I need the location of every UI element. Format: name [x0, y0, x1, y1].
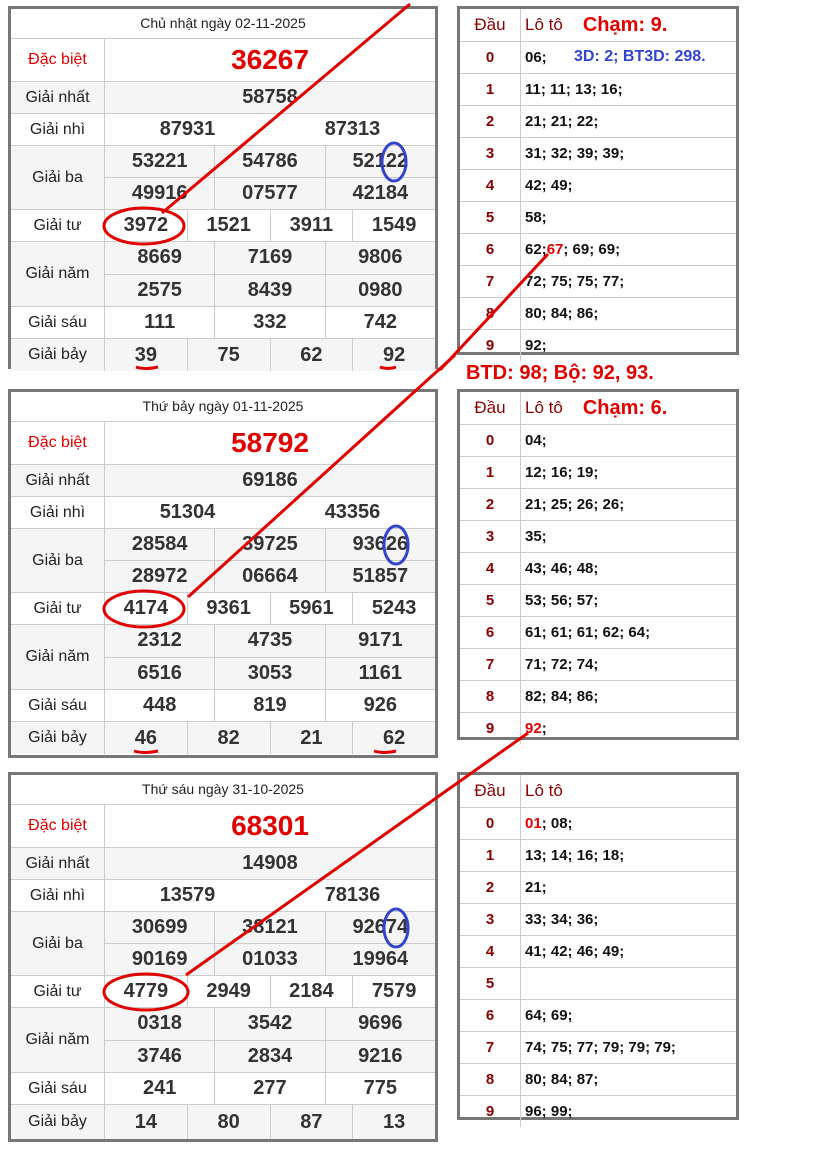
prize-number: 51857: [325, 561, 435, 592]
prize-row-first: [11, 465, 435, 497]
prize-number: 7579: [352, 976, 435, 1007]
prize-number: 30699: [131, 916, 188, 938]
loto-head: 1: [460, 74, 521, 105]
loto-head: 3: [460, 904, 521, 935]
loto-post: 42; 49;: [525, 177, 573, 194]
prize-label: Đặc biệt: [11, 805, 105, 847]
loto-row: [460, 74, 736, 106]
prize-number: 0980: [325, 275, 435, 307]
loto-row: [460, 585, 736, 617]
loto-head-header: Đầu: [460, 392, 521, 424]
prize-number: 4174: [123, 597, 169, 619]
prize-row-seventh: [11, 722, 435, 754]
loto-post: ; 69; 69;: [563, 241, 621, 258]
prize-row-fourth: [11, 593, 435, 625]
prize-number: 3053: [214, 658, 324, 690]
prize-label: Giải tư: [11, 210, 105, 241]
loto-row: [460, 330, 736, 361]
prize-row-sixth: [11, 1073, 435, 1105]
loto-head: 6: [460, 234, 521, 265]
prize-number: 21: [270, 722, 353, 754]
loto-head: 5: [460, 202, 521, 233]
prize-row-third: [11, 529, 435, 593]
prize-number: 19964: [325, 944, 435, 975]
draw-date: Chủ nhật ngày 02-11-2025: [11, 9, 435, 39]
loto-table-3: [457, 772, 739, 1120]
loto-row: [460, 1096, 736, 1127]
loto-row: [460, 106, 736, 138]
prize-label: Giải nhất: [11, 82, 105, 113]
prize-row-special: [11, 39, 435, 82]
loto-row: [460, 298, 736, 330]
loto-post: 33; 34; 36;: [525, 911, 599, 928]
prize-number: 13579: [159, 884, 216, 906]
loto-pre: 62;: [525, 241, 547, 258]
loto-head: 1: [460, 840, 521, 871]
loto-row: [460, 489, 736, 521]
loto-post: 80; 84; 87;: [525, 1071, 599, 1088]
prize-row-fourth: [11, 210, 435, 242]
loto-row: [460, 1032, 736, 1064]
loto-head: 3: [460, 138, 521, 169]
prize-number: 2949: [187, 976, 270, 1007]
prize-number: 38121: [214, 912, 324, 943]
loto-table-2: [457, 389, 739, 740]
loto-post: 61; 61; 61; 62; 64;: [525, 624, 651, 641]
result-table-2: [8, 389, 438, 758]
prize-label: Giải nhì: [11, 114, 105, 145]
loto-post: 72; 75; 75; 77;: [525, 273, 625, 290]
loto-head: 0: [460, 42, 521, 73]
prize-row-second: [11, 114, 435, 146]
loto-row: [460, 170, 736, 202]
prize-label: Giải bảy: [11, 339, 105, 371]
prize-number: 28972: [131, 565, 188, 587]
prize-number: 277: [214, 1073, 324, 1104]
loto-post: 64; 69;: [525, 1007, 573, 1024]
loto-row: [460, 872, 736, 904]
prize-label: Giải nhì: [11, 880, 105, 911]
loto-row: [460, 840, 736, 872]
prize-number: 9696: [325, 1008, 435, 1040]
loto-head: 5: [460, 968, 521, 999]
loto-post: 21; 25; 26; 26;: [525, 496, 625, 513]
prize-number: 14: [134, 1110, 157, 1133]
prize-number: 78136: [324, 884, 381, 906]
cham-annotation: Chạm: 6.: [582, 396, 668, 419]
loto-column-header: Lô tô: [525, 781, 563, 800]
loto-head: 0: [460, 808, 521, 839]
prize-number: 51304: [159, 501, 216, 523]
prize-number: 3542: [214, 1008, 324, 1040]
loto-post: 31; 32; 39; 39;: [525, 145, 625, 162]
prize-number: 06664: [214, 561, 324, 592]
loto-row: [460, 425, 736, 457]
prize-number: 5243: [352, 593, 435, 624]
loto-head-header: Đầu: [460, 775, 521, 807]
loto-post: 06;: [525, 49, 547, 66]
prize-label: Giải năm: [11, 625, 105, 689]
loto-row: [460, 936, 736, 968]
loto-highlight: 01: [525, 815, 542, 832]
prize-label: Giải nhất: [11, 848, 105, 879]
prize-row-fourth: [11, 976, 435, 1008]
prize-row-special: [11, 422, 435, 465]
prize-label: Giải nhì: [11, 497, 105, 528]
prize-number: 01033: [214, 944, 324, 975]
loto-row: [460, 617, 736, 649]
prize-number: 54786: [214, 146, 324, 177]
prize-number: 13: [352, 1105, 435, 1139]
prize-number: 7169: [214, 242, 324, 274]
prize-number: 0318: [137, 1012, 182, 1035]
prize-number: 775: [325, 1073, 435, 1104]
loto-row: [460, 1000, 736, 1032]
loto-row: [460, 681, 736, 713]
prize-number: 1161: [325, 658, 435, 690]
loto-row: [460, 234, 736, 266]
prize-number: 07577: [214, 178, 324, 209]
result-table-3: [8, 772, 438, 1142]
prize-number: 3746: [137, 1044, 182, 1067]
special-prize-number: 68301: [231, 810, 309, 841]
loto-post: 12; 16; 19;: [525, 464, 599, 481]
loto-row: [460, 808, 736, 840]
loto-row: [460, 968, 736, 1000]
loto-column-header: Lô tô: [525, 398, 563, 417]
loto-post: 11; 11; 13; 16;: [525, 81, 623, 98]
prize-number: 448: [142, 694, 177, 716]
loto-post: 13; 14; 16; 18;: [525, 847, 625, 864]
prize-number: 2834: [214, 1041, 324, 1073]
prize-number: 92: [352, 339, 435, 371]
loto-post: 21; 21; 22;: [525, 113, 599, 130]
loto-row: [460, 202, 736, 234]
prize-number: 87313: [324, 118, 381, 140]
loto-head: 9: [460, 713, 521, 744]
prize-number: 90169: [131, 948, 188, 970]
prize-label: Giải sáu: [11, 1073, 105, 1104]
loto-head: 2: [460, 106, 521, 137]
prize-number: 4735: [214, 625, 324, 657]
prize-label: Giải sáu: [11, 307, 105, 338]
prize-label: Giải tư: [11, 976, 105, 1007]
loto-post: ;: [541, 720, 547, 737]
loto-row: [460, 521, 736, 553]
loto-head: 8: [460, 681, 521, 712]
loto-post: 43; 46; 48;: [525, 560, 599, 577]
prize-number: 111: [144, 311, 176, 333]
prize-number: 9171: [325, 625, 435, 657]
prize-number: 2575: [137, 278, 182, 301]
loto-head: 7: [460, 649, 521, 680]
prize-number: 9361: [187, 593, 270, 624]
prize-number: 42184: [325, 178, 435, 209]
loto-post: 82; 84; 86;: [525, 688, 599, 705]
prize-label: Đặc biệt: [11, 422, 105, 464]
loto-head: 2: [460, 872, 521, 903]
prize-label: Giải bảy: [11, 722, 105, 754]
loto-row: [460, 457, 736, 489]
special-prize-number: 36267: [231, 44, 309, 75]
loto-head: 1: [460, 457, 521, 488]
draw-date: Thứ sáu ngày 31-10-2025: [11, 775, 435, 805]
prize-number: 3911: [270, 210, 353, 241]
prize-number: 58758: [242, 86, 298, 108]
prize-number: 926: [325, 690, 435, 721]
loto-post: 74; 75; 77; 79; 79; 79;: [525, 1039, 676, 1056]
prize-number: 819: [214, 690, 324, 721]
prize-number: 9806: [325, 242, 435, 274]
prize-number: 1549: [352, 210, 435, 241]
prize-label: Giải bảy: [11, 1105, 105, 1139]
prize-number: 62: [270, 339, 353, 371]
loto-head: 9: [460, 1096, 521, 1127]
prize-number: 14908: [242, 852, 298, 874]
loto-row: [460, 266, 736, 298]
prize-row-fifth: [11, 242, 435, 307]
prize-label: Giải ba: [11, 529, 105, 592]
prize-label: Giải nhất: [11, 465, 105, 496]
loto-head: 5: [460, 585, 521, 616]
loto-head: 0: [460, 425, 521, 456]
loto-head: 6: [460, 1000, 521, 1031]
loto-column-header: Lô tô: [525, 15, 563, 34]
loto-head: 6: [460, 617, 521, 648]
prize-label: Đặc biệt: [11, 39, 105, 81]
prize-number: 5961: [270, 593, 353, 624]
prize-row-fifth: [11, 625, 435, 690]
loto-head: 4: [460, 553, 521, 584]
prize-number: 62: [352, 722, 435, 754]
prize-label: Giải ba: [11, 146, 105, 209]
prize-label: Giải năm: [11, 242, 105, 306]
prize-number: 39725: [214, 529, 324, 560]
prize-label: Giải năm: [11, 1008, 105, 1072]
loto-highlight: 67: [546, 241, 564, 258]
prize-number: 742: [325, 307, 435, 338]
loto-post: 35;: [525, 528, 547, 545]
prize-label: Giải sáu: [11, 690, 105, 721]
loto-post: 41; 42; 46; 49;: [525, 943, 625, 960]
prize-number: 3972: [123, 214, 169, 236]
prize-number: 8669: [137, 246, 182, 269]
prize-number: 241: [142, 1077, 177, 1099]
loto-head-header: Đầu: [460, 9, 521, 41]
cham-annotation: Chạm: 9.: [582, 13, 668, 36]
prize-number: 39: [134, 343, 157, 366]
loto-post: 92;: [525, 337, 547, 354]
prize-row-first: [11, 848, 435, 880]
loto-post: 80; 84; 86;: [525, 305, 599, 322]
loto-post: 58;: [525, 209, 547, 226]
prize-row-fifth: [11, 1008, 435, 1073]
prize-row-second: [11, 497, 435, 529]
loto-post: 04;: [525, 432, 547, 449]
loto-head: 8: [460, 1064, 521, 1095]
prize-row-sixth: [11, 690, 435, 722]
loto-post: 71; 72; 74;: [525, 656, 599, 673]
prize-row-seventh: [11, 339, 435, 371]
loto-head: 3: [460, 521, 521, 552]
loto-head: 9: [460, 330, 521, 361]
loto-head: 7: [460, 1032, 521, 1063]
loto-post: ; 08;: [541, 815, 573, 832]
loto-head: 4: [460, 936, 521, 967]
loto-row: [460, 138, 736, 170]
prize-number: 93626: [325, 529, 435, 560]
prize-row-sixth: [11, 307, 435, 339]
prize-row-seventh: [11, 1105, 435, 1139]
loto-highlight: 92: [525, 720, 542, 737]
prize-number: 6516: [137, 661, 182, 684]
loto-head: 2: [460, 489, 521, 520]
loto-row: [460, 1064, 736, 1096]
prize-number: 52122: [325, 146, 435, 177]
prize-number: 87: [270, 1105, 353, 1139]
prize-number: 2184: [270, 976, 353, 1007]
prize-number: 82: [187, 722, 270, 754]
loto-row: [460, 553, 736, 585]
special-prize-number: 58792: [231, 427, 309, 458]
prize-number: 80: [187, 1105, 270, 1139]
prize-row-third: [11, 912, 435, 976]
loto-head: 4: [460, 170, 521, 201]
prize-number: 75: [187, 339, 270, 371]
loto-post: 96; 99;: [525, 1103, 573, 1120]
prize-number: 87931: [159, 118, 216, 140]
loto-head: 7: [460, 266, 521, 297]
prize-row-second: [11, 880, 435, 912]
result-table-1: [8, 6, 438, 369]
loto-row: [460, 713, 736, 744]
draw-date: Thứ bảy ngày 01-11-2025: [11, 392, 435, 422]
prize-number: 8439: [214, 275, 324, 307]
loto-row: [460, 649, 736, 681]
prize-number: 2312: [137, 629, 182, 652]
prize-number: 69186: [242, 469, 298, 491]
prize-row-first: [11, 82, 435, 114]
prize-number: 1521: [187, 210, 270, 241]
prize-number: 53221: [131, 150, 188, 172]
prize-number: 46: [134, 726, 157, 749]
prize-number: 43356: [324, 501, 381, 523]
loto-head: 8: [460, 298, 521, 329]
note-btd: BTD: 98; Bộ: 92, 93.: [466, 362, 654, 384]
prize-number: 92674: [325, 912, 435, 943]
prize-number: 49916: [131, 182, 188, 204]
loto-row: [460, 904, 736, 936]
prize-row-third: [11, 146, 435, 210]
prize-label: Giải ba: [11, 912, 105, 975]
prize-number: 332: [214, 307, 324, 338]
prize-row-special: [11, 805, 435, 848]
loto-post: 21;: [525, 879, 547, 896]
loto-post: 53; 56; 57;: [525, 592, 599, 609]
prize-label: Giải tư: [11, 593, 105, 624]
prize-number: 4779: [123, 980, 169, 1002]
prize-number: 9216: [325, 1041, 435, 1073]
prize-number: 28584: [131, 533, 188, 555]
note-3d: 3D: 2; BT3D: 298.: [574, 48, 706, 65]
